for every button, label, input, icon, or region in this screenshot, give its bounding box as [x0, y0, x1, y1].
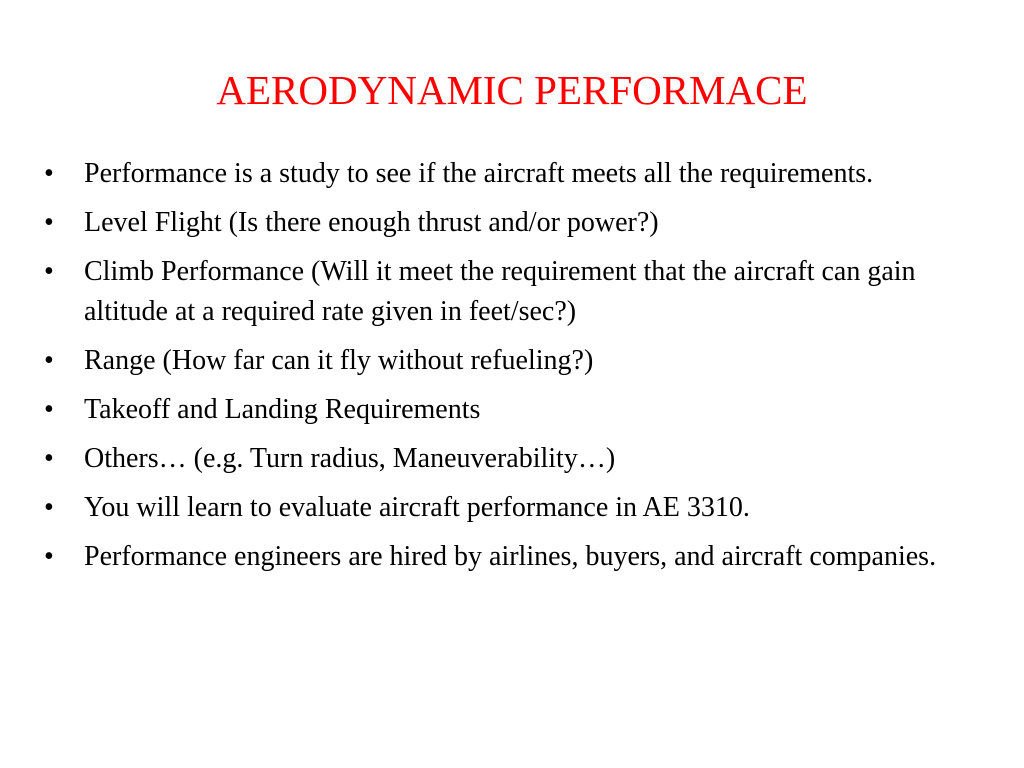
bullet-item	[44, 252, 984, 332]
bullet-text: Range (How far can it fly without refueling?)	[84, 345, 594, 376]
bullet-text: You will learn to evaluate aircraft performance in AE 3310.	[84, 492, 750, 523]
slide-title: AERODYNAMIC PERFORMACE	[216, 67, 808, 113]
bullet-item	[44, 439, 984, 479]
bullet-text: Others… (e.g. Turn radius, Maneuverability…)	[84, 443, 616, 474]
bullet-text: Level Flight (Is there enough thrust and/or power?)	[84, 207, 659, 238]
bullet-item	[44, 390, 984, 430]
bullet-icon: •	[44, 492, 54, 523]
bullet-item	[44, 537, 984, 577]
bullet-icon: •	[44, 443, 54, 474]
bullet-item	[44, 154, 984, 194]
bullet-icon: •	[44, 394, 54, 425]
bullet-text: Performance is a study to see if the aircraft meets all the requirements.	[84, 158, 874, 189]
bullet-icon: •	[44, 256, 54, 287]
bullet-text: Performance engineers are hired by airlines, buyers, and aircraft companies.	[84, 541, 937, 572]
bullet-icon: •	[44, 207, 54, 238]
bullet-text: Climb Performance (Will it meet the requirement that the aircraft can gain altitude at a required rate given in feet/sec?)	[84, 256, 916, 327]
bullet-icon: •	[44, 345, 54, 376]
bullet-icon: •	[44, 541, 54, 572]
bullet-item	[44, 488, 984, 528]
bullet-text: Takeoff and Landing Requirements	[84, 394, 481, 425]
bullet-item	[44, 341, 984, 381]
bullet-icon: •	[44, 158, 54, 189]
bullet-list	[44, 154, 984, 586]
bullet-item	[44, 203, 984, 243]
